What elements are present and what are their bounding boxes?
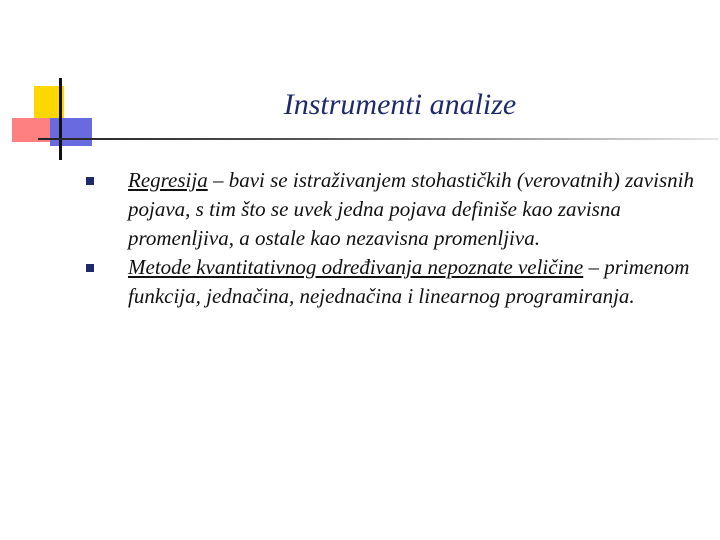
bullet-item (78, 253, 708, 311)
bullet-item (78, 166, 708, 253)
bullet-text (128, 255, 689, 308)
slide-logo (0, 0, 110, 170)
bullet-list (78, 166, 708, 311)
slide-title: Instrumenti analize (283, 88, 517, 121)
bullet-term: Metode kvantitativnog određivanja nepoznate veličine (128, 255, 584, 279)
logo-blue-square (50, 118, 92, 146)
bullet-text (128, 168, 694, 250)
bullet-description: – primenom funkcija, jednačina, nejednačina i linearnog programiranja. (128, 255, 690, 308)
logo-vertical-line (59, 78, 62, 160)
bullet-term: Regresija (128, 168, 208, 192)
square-bullet-icon (86, 177, 94, 185)
bullet-description: – bavi se istraživanjem stohastičkih (verovatnih) zavisnih pojava, s tim što se uvek jedna pojava definiše kao zavisna promenljiva, a ostale kao nezavisna promenljiva. (128, 168, 694, 250)
title-divider (38, 138, 718, 140)
square-bullet-icon (86, 264, 94, 272)
